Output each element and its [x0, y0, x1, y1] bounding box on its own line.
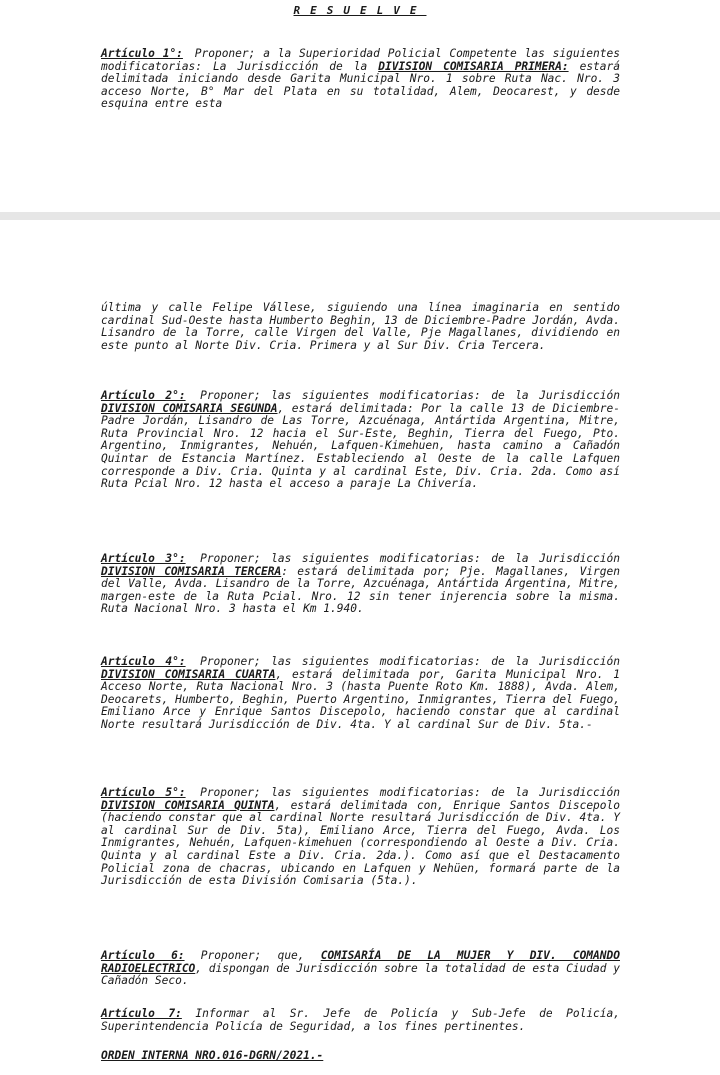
articulo-2-unit: DIVISION COMISARIA SEGUNDA [101, 401, 278, 415]
articulo-6 [101, 950, 620, 988]
articulo-5-label: Artículo 5°: [101, 786, 186, 799]
articulo-2 [101, 390, 620, 491]
articulo-5-text-b: , estará delimitada con, Enrique Santos Discepolo (haciendo constar que al cardinal Norte resultará Jurisdicción de Div. 4ta. Y al cardinal Sur de Div. 5ta), Emiliano Arce, Tierra del Fuego, Avda. Los Inmigrantes, Nehuén, Lafquen-kimehuen (correspondiendo al Oeste a Div. Cria. Quinta y al cardinal Este a Div. Cria. 2da.). Como así que el Destacamento Policial zona de chacras, ubicando en Lafquen y Nehüen, formará parte de la Jurisdicción de esta División Comisaria (5ta.). [101, 798, 620, 888]
articulo-2-text-b: , estará delimitada: Por la calle 13 de Diciembre-Padre Jordán, Lisandro de Las Torre, Azcuénaga, Antártida Argentina, Mitre, Ruta Provincial Nro. 12 hacia el Sur-Este, Beghin, Tierra del Fuego, Pto. Argentino, Inmigrantes, Nehuén, Lafquen-Kimehuen, hasta camino a Cañadón Quintar de Estancia Martínez. Estableciendo al Oeste de la calle Lafquen corresponde a Div. Cria. Quinta y al cardinal Este, Div. Cria. 2da. Como así Ruta Pcial Nro. 12 hasta el acceso a paraje La Chivería. [101, 401, 620, 491]
articulo-3-label: Artículo 3°: [101, 552, 186, 565]
articulo-1-label: Artículo 1°: [101, 47, 183, 60]
articulo-7 [101, 1008, 620, 1033]
articulo-4 [101, 656, 620, 732]
document-page-2 [0, 220, 720, 1075]
articulo-7-text: Informar al Sr. Jefe de Policía y Sub-Jefe de Policía, Superintendencia Policía de Seguridad, a los fines pertinentes. [101, 1007, 620, 1033]
articulo-1-text-a: Proponer; a la Superioridad Policial Competente las siguientes modificatorias: La Jurisdicción de la [101, 47, 620, 73]
articulo-6-text-b: , dispongan de Jurisdicción sobre la totalidad de esta Ciudad y Cañadón Seco. [101, 961, 620, 988]
articulo-4-text-a: Proponer; las siguientes modificatorias: de la Jurisdicción [200, 655, 620, 668]
articulo-1 [101, 48, 620, 111]
articulo-7-label: Artículo 7: [101, 1007, 182, 1020]
articulo-5-unit: DIVISION COMISARIA QUINTA [101, 798, 275, 812]
articulo-3-text-b: : estará delimitada por; Pje. Magallanes, Virgen del Valle, Avda. Lisandro de la Torre, Azcuénaga, Antártida Argentina, Mitre, margen-este de la Ruta Pcial. Nro. 12 sin tener injerencia sobre la misma. Ruta Nacional Nro. 3 hasta el Km 1.940. [101, 564, 620, 616]
articulo-4-unit: DIVISION COMISARIA CUARTA [101, 667, 276, 681]
document-page-1 [0, 0, 720, 212]
articulo-3 [101, 553, 620, 616]
articulo-6-label: Artículo 6: [101, 949, 185, 962]
articulo-5-text-a: Proponer; las siguientes modificatorias: de la Jurisdicción [200, 786, 620, 799]
articulo-5 [101, 787, 620, 888]
articulo-1-unit: DIVISION COMISARIA PRIMERA: [378, 59, 569, 73]
orden-interna [101, 1050, 620, 1063]
articulo-1-continuation: última y calle Felipe Vállese, siguiendo una línea imaginaria en sentido cardinal Sud-Oeste hasta Humberto Beghin, 13 de Diciembre-Padre Jordán, Avda. Lisandro de la Torre, calle Virgen del Valle, Pje Magallanes, dividiendo en este punto al Norte Div. Cria. Primera y al Sur Div. Cria Tercera. [101, 301, 620, 352]
articulo-2-text-a: Proponer; las siguientes modificatorias: de la Jurisdicción [200, 389, 620, 402]
articulo-6-unit: COMISARÍA DE LA MUJER Y DIV. COMANDO RADIOELECTRICO [101, 949, 620, 975]
articulo-2-label: Artículo 2°: [101, 389, 186, 402]
page-separator [0, 212, 720, 220]
articulo-4-label: Artículo 4°: [101, 655, 186, 668]
articulo-6-text-a: Proponer; que, [200, 949, 305, 962]
orden-interna-label: ORDEN INTERNA NRO.016-DGRN/2021.- [101, 1049, 324, 1062]
articulo-1-text-b: estará delimitada iniciando desde Garita Municipal Nro. 1 sobre Ruta Nac. Nro. 3 acceso Norte, B° Mar del Plata en su totalidad, Alem, Deocarest, y desde esquina entre esta [101, 59, 620, 111]
resuelve-heading: RESUELVE [293, 4, 427, 17]
articulo-3-unit: DIVISION COMISARIA TERCERA [101, 564, 282, 578]
articulo-3-text-a: Proponer; las siguientes modificatorias: de la Jurisdicción [200, 552, 620, 565]
articulo-4-text-b: , estará delimitada por, Garita Municipal Nro. 1 Acceso Norte, Ruta Nacional Nro. 3 (hasta Puente Roto Km. 1888), Avda. Alem, Deocarets, Humberto, Beghin, Puerto Argentino, Inmigrantes, Tierra del Fuego, Emiliano Arce y Enrique Santos Discepolo, haciendo constar que al cardinal Norte resultará Jurisdicción de Div. 4ta. Y al cardinal Sur de Div. 5ta.- [101, 667, 620, 731]
